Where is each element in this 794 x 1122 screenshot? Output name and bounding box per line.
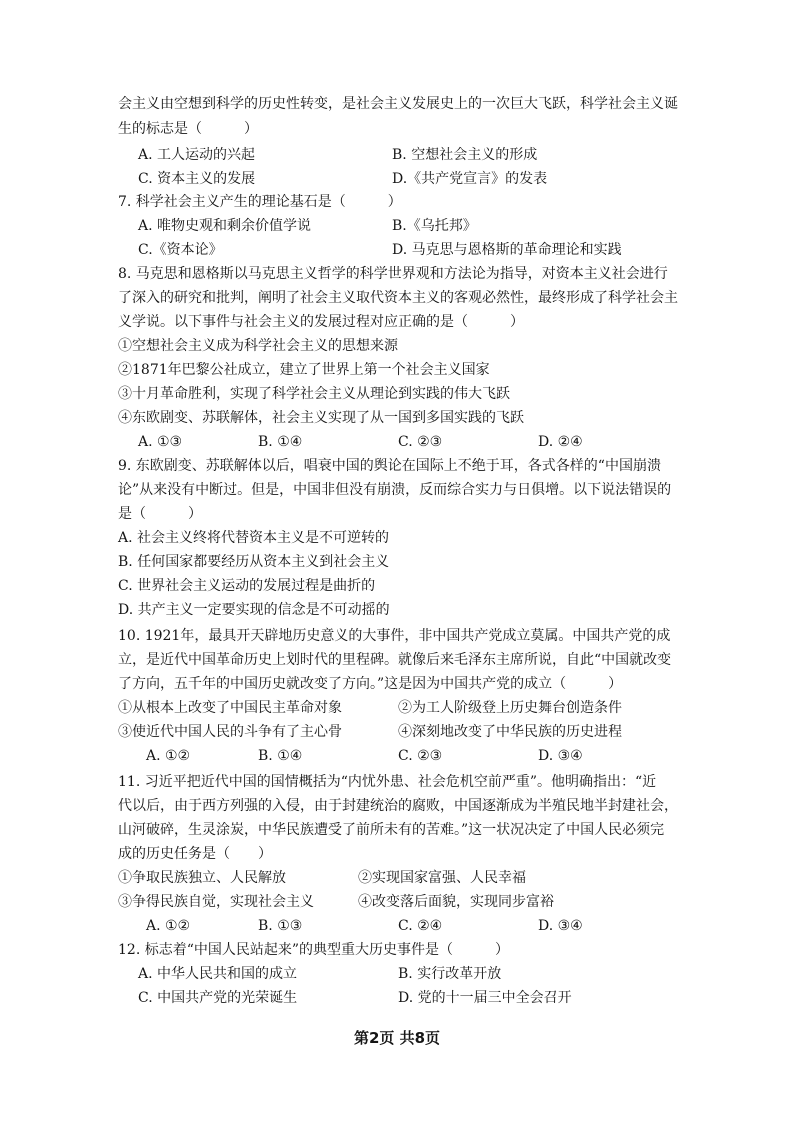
q10-statement-4: ④深刻地改变了中华民族的历史进程 [398,724,622,740]
q11-statement-2: ②实现国家富强、人民幸福 [358,870,526,886]
q12-option-d: D. 党的十一届三中全会召开 [398,990,572,1006]
q6-option-a: A. 工人运动的兴起 [138,147,256,163]
q9-option-d: D. 共产主义一定要实现的信念是不可动摇的 [118,602,390,618]
q7-option-d: D. 马克思与恩格斯的革命理论和实践 [392,242,622,258]
q8-statement-2: ②1871年巴黎公社成立，建立了世界上第一个社会主义国家 [118,362,490,378]
q8-stem-line1: 8. 马克思和恩格斯以马克思主义哲学的科学世界观和方法论为指导，对资本主义社会进行 [118,266,668,282]
q8-option-b: B. ①④ [258,434,303,450]
q10-stem-line3: 了方向，五千年的中国历史就改变了方向。”这是因为中国共产党的成立（ ） [118,676,623,692]
q6-option-d: D.《共产党宣言》的发表 [392,171,548,187]
q6-stem-line1: 会主义由空想到科学的历史性转变，是社会主义发展史上的一次巨大飞跃，科学社会主义诞 [118,96,678,112]
q8-statement-3: ③十月革命胜利，实现了科学社会主义从理论到实践的伟大飞跃 [118,386,510,402]
q8-statement-4: ④东欧剧变、苏联解体，社会主义实现了从一国到多国实践的飞跃 [118,410,524,426]
q9-stem-line1: 9. 东欧剧变、苏联解体以后，唱衰中国的舆论在国际上不绝于耳，各式各样的“中国崩溃 [118,458,661,474]
q8-statement-1: ①空想社会主义成为科学社会主义的思想来源 [118,338,398,354]
q6-stem-line2: 生的标志是（ ） [118,121,258,137]
q11-stem-line3: 山河破碎，生灵涂炭，中华民族遭受了前所未有的苦难。”这一状况决定了中国人民必须完 [118,822,665,838]
q7-stem: 7. 科学社会主义产生的理论基石是（ ） [118,194,402,210]
q6-option-c: C. 资本主义的发展 [138,171,256,187]
q12-option-b: B. 实行改革开放 [398,966,502,982]
q10-option-d: D. ③④ [538,748,583,764]
q10-option-b: B. ①④ [258,748,303,764]
q11-option-a: A. ①② [146,918,191,934]
q8-option-c: C. ②③ [398,434,443,450]
q11-statement-3: ③争得民族自觉，实现社会主义 [118,894,314,910]
q9-option-c: C. 世界社会主义运动的发展过程是曲折的 [118,578,376,594]
q9-option-b: B. 任何国家都要经历从资本主义到社会主义 [118,554,390,570]
q12-option-c: C. 中国共产党的光荣诞生 [138,990,298,1006]
q8-option-d: D. ②④ [538,434,583,450]
q11-statement-1: ①争取民族独立、人民解放 [118,870,286,886]
q8-option-a: A. ①③ [138,434,183,450]
q10-option-c: C. ②③ [398,748,443,764]
q9-stem-line3: 是（ ） [118,506,202,522]
q9-stem-line2: 论”从来没有中断过。但是，中国非但没有崩溃，反而综合实力与日俱增。以下说法错误的 [118,482,672,498]
q11-option-d: D. ③④ [538,918,583,934]
q7-option-a: A. 唯物史观和剩余价值学说 [138,218,312,234]
q10-stem-line2: 立，是近代中国革命历史上划时代的里程碑。就像后来毛泽东主席所说，自此“中国就改变 [118,652,672,668]
q10-stem-line1: 10. 1921年，最具开天辟地历史意义的大事件，非中国共产党成立莫属。中国共产党的成 [118,628,671,644]
q11-stem-line1: 11. 习近平把近代中国的国情概括为“内忧外患、社会危机空前严重”。他明确指出：“近 [118,774,657,790]
q9-option-a: A. 社会主义终将代替资本主义是不可逆转的 [118,530,390,546]
q11-stem-line2: 代以后，由于西方列强的入侵，由于封建统治的腐败，中国逐渐成为半殖民地半封建社会， [118,798,678,814]
q8-stem-line3: 义学说。以下事件与社会主义的发展过程对应正确的是（ ） [118,314,524,330]
q10-statement-3: ③使近代中国人民的斗争有了主心骨 [118,724,342,740]
q10-option-a: A. ①② [146,748,191,764]
q11-statement-4: ④改变落后面貌，实现同步富裕 [358,894,554,910]
q10-statement-2: ②为工人阶级登上历史舞台创造条件 [398,700,622,716]
q12-option-a: A. 中华人民共和国的成立 [138,966,298,982]
q10-statement-1: ①从根本上改变了中国民主革命对象 [118,700,342,716]
q11-option-c: C. ②④ [398,918,443,934]
q7-option-c: C.《资本论》 [138,242,223,258]
q11-option-b: B. ①③ [258,918,303,934]
q8-stem-line2: 了深入的研究和批判，阐明了社会主义取代资本主义的客观必然性，最终形成了科学社会主 [118,290,678,306]
q11-stem-line4: 成的历史任务是（ ） [118,846,272,862]
q12-stem: 12. 标志着“中国人民站起来”的典型重大历史事件是（ ） [118,942,510,958]
page-number: 第2页 共8页 [353,1029,441,1047]
q6-option-b: B. 空想社会主义的形成 [392,147,538,163]
q7-option-b: B.《乌托邦》 [392,218,477,234]
